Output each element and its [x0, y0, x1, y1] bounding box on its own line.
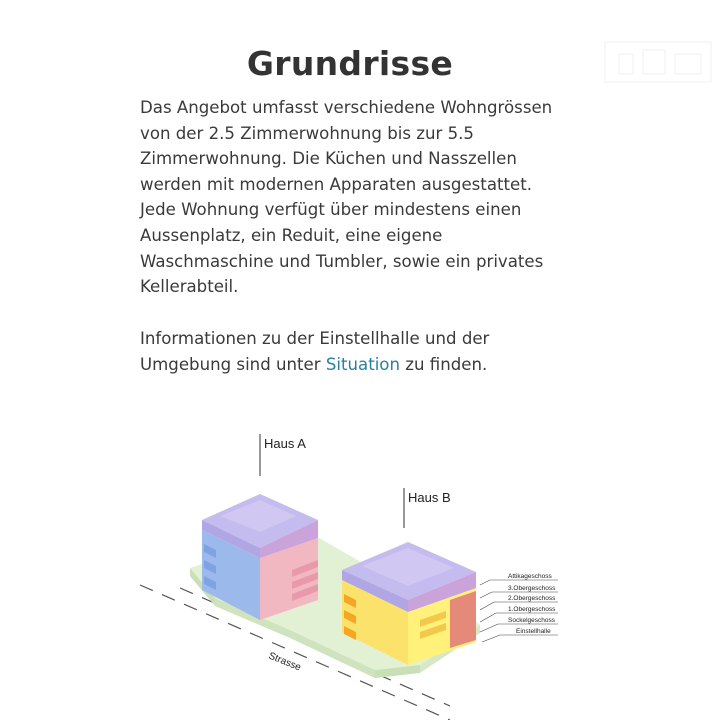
house-a-label: Haus A — [264, 436, 306, 451]
intro-paragraph: Das Angebot umfasst verschiedene Wohngrössen von der 2.5 Zimmerwohnung bis zur 5.5 Zimmerwohnung. Die Küchen und Nasszellen werden mit modernen Apparaten ausgestattet. Jede Wohnung verfügt über mindestens einen Aussenplatz, ein Reduit, eine eigene Waschmaschine und Tumbler, sowie ein privates Kellerabteil. — [140, 98, 553, 297]
info-paragraph — [140, 326, 570, 377]
floor-label-3og: 3.Obergeschoss — [508, 585, 556, 592]
info-text-prefix: Informationen zu der Einstellhalle und der Umgebung sind unter — [140, 329, 490, 374]
situation-link[interactable]: Situation — [325, 354, 400, 374]
house-b-label: Haus B — [408, 490, 451, 505]
floor-label-2og: 2.Obergeschoss — [508, 595, 556, 602]
building-diagram — [120, 420, 580, 720]
page-title: Grundrisse — [246, 44, 454, 83]
street-label: Strasse — [266, 650, 303, 674]
floor-label-1og: 1.Obergeschoss — [508, 606, 556, 613]
info-text-suffix: zu finden. — [399, 354, 488, 374]
floor-label-attika: Attikageschoss — [508, 573, 552, 580]
floor-label-einstellhalle: Einstellhalle — [516, 628, 551, 635]
floor-label-sockel: Sockelgeschoss — [508, 617, 555, 624]
watermark-logo — [603, 40, 713, 84]
